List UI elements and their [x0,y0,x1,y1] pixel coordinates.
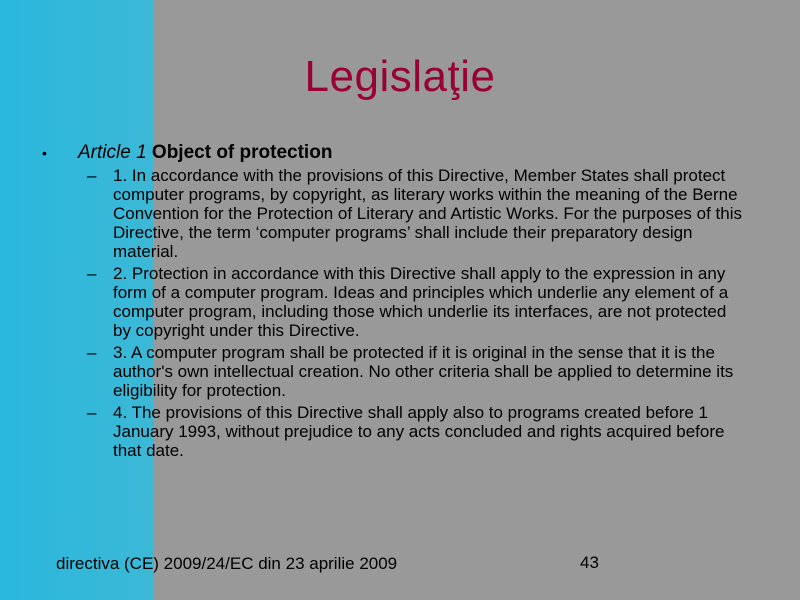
list-item-text: 4. The provisions of this Directive shall apply also to programs created before 1 January 1993, without prejudice to any acts concluded and rights acquired before that date. [113,403,725,460]
dash-icon: – [87,343,97,362]
dash-icon: – [87,166,97,185]
article-label: Article 1 [78,142,147,163]
list-item [36,166,746,261]
list-item [36,403,746,460]
list-item [36,264,746,340]
list-item-text: 3. A computer program shall be protected if it is original in the sense that it is the author's own intellectual creation. No other criteria shall be applied to determine its eligibility for protection. [113,343,734,400]
bullet-article [36,141,746,165]
slide-title: Legislaţie [304,52,496,101]
slide-content [36,141,746,463]
list-item-text: 1. In accordance with the provisions of this Directive, Member States shall protect computer programs, by copyright, as literary works within the meaning of the Berne Convention for the Protection of Literary and Artistic Works. For the purposes of this Directive, the term ‘computer programs’ shall include their preparatory design material. [113,166,742,261]
list-item-text: 2. Protection in accordance with this Directive shall apply to the expression in any form of a computer program. Ideas and principles which underlie any element of a computer program, including those which underlie its interfaces, are not protected by copyright under this Directive. [113,264,729,340]
bullet-dot-icon: • [42,145,47,161]
page-number: 43 [580,553,599,572]
list-item [36,343,746,400]
dash-icon: – [87,264,97,283]
footer-text: directiva (CE) 2009/24/EC din 23 aprilie 2009 [56,554,398,573]
article-title: Object of protection [151,142,333,163]
sub-list [36,166,746,460]
dash-icon: – [87,403,97,422]
